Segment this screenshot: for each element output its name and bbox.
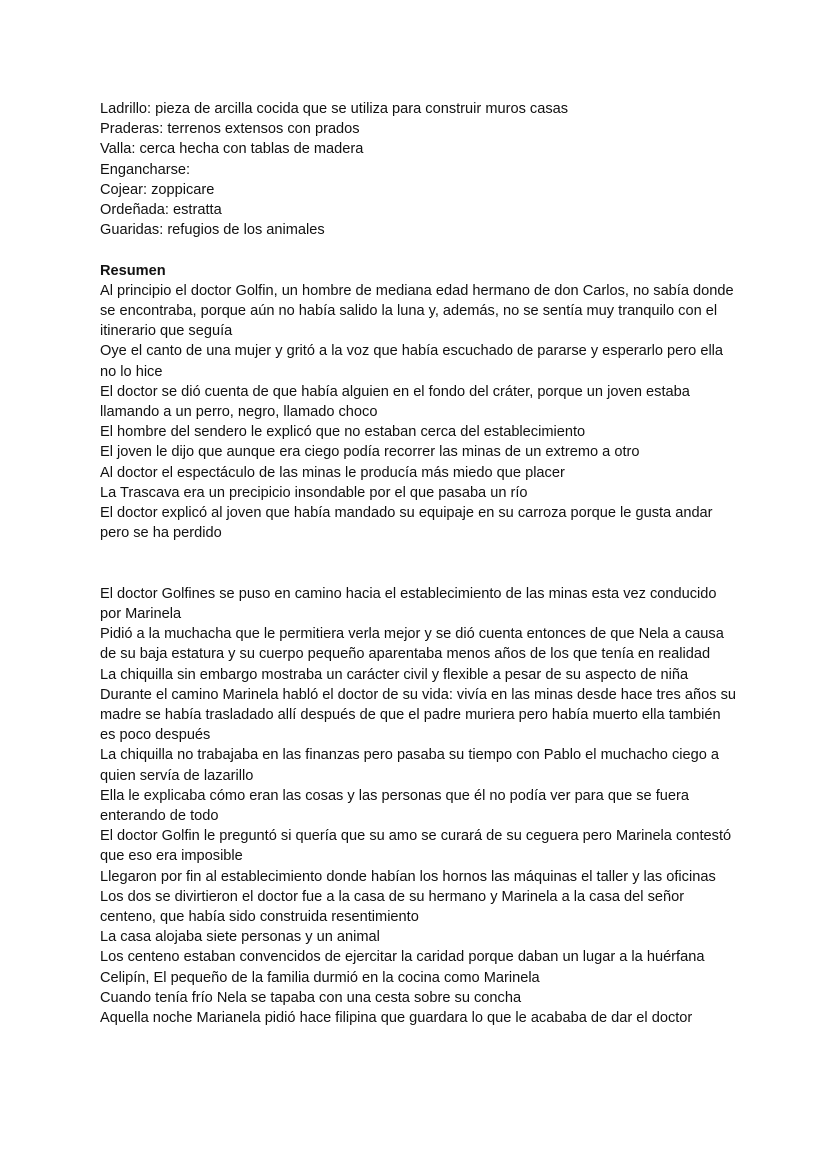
summary-heading: Resumen	[100, 262, 166, 279]
summary-paragraph: Oye el canto de una mujer y gritó a la voz que había escuchado de pararse y esperarlo pero ella no lo hice	[100, 343, 724, 380]
summary-paragraph: Pidió a la muchacha que le permitiera verla mejor y se dió cuenta entonces de que Nela a causa de su baja estatura y su cuerpo pequeño aparentaba menos años de los que tenía en realidad	[100, 626, 724, 663]
summary-paragraph: El joven le dijo que aunque era ciego podía recorrer las minas de un extremo a otro	[100, 444, 640, 461]
summary-paragraph: La chiquilla no trabajaba en las finanzas pero pasaba su tiempo con Pablo el muchacho ciego a quien servía de lazarillo	[100, 747, 720, 784]
summary-paragraph: El doctor se dió cuenta de que había alguien en el fondo del cráter, porque un joven estaba llamando a un perro, negro, llamado choco	[100, 383, 690, 421]
summary-paragraph: Ella le explicaba cómo eran las cosas y las personas que él no podía ver para que se fuera enterando de todo	[100, 787, 689, 825]
summary-paragraph: El doctor Golfines se puso en camino hacia el establecimiento de las minas esta vez conducido por Marinela	[100, 585, 717, 623]
summary-paragraph: Aquella noche Marianela pidió hace filipina que guardara lo que le acababa de dar el doctor	[100, 1010, 693, 1027]
summary-paragraph: Durante el camino Marinela habló el doctor de su vida: vivía en las minas desde hace tres años su madre se había trasladado allí después de que el padre muriera pero había muerto ella también es poco después	[100, 686, 736, 744]
summary-paragraph: El hombre del sendero le explicó que no estaban cerca del establecimiento	[100, 424, 586, 441]
blank-line	[100, 240, 740, 260]
summary-part-2	[100, 584, 740, 1028]
summary-paragraph: La chiquilla sin embargo mostraba un carácter civil y flexible a pesar de su aspecto de niña	[100, 666, 689, 683]
summary-paragraph: Al principio el doctor Golfin, un hombre de mediana edad hermano de don Carlos, no sabía donde se encontraba, porque aún no había salido la luna y, además, no se sentía muy tranquilo con el itinerario que seguía	[100, 282, 734, 340]
glossary-item: Praderas: terrenos extensos con prados	[100, 121, 360, 138]
summary-paragraph: Llegaron por fin al establecimiento donde habían los hornos las máquinas el taller y las oficinas	[100, 868, 716, 885]
glossary-item: Engancharse:	[100, 161, 191, 178]
summary-paragraph: El doctor Golfin le preguntó si quería que su amo se curará de su ceguera pero Marinela contestó que eso era imposible	[100, 828, 732, 865]
summary-paragraph: La casa alojaba siete personas y un animal	[100, 929, 380, 946]
summary-paragraph: Los dos se divirtieron el doctor fue a la casa de su hermano y Marinela a la casa del señor centeno, que había sido construida resentimiento	[100, 888, 685, 926]
document-page	[100, 99, 740, 1028]
glossary-item: Guaridas: refugios de los animales	[100, 222, 325, 239]
glossary-item: Ordeñada: estratta	[100, 202, 222, 219]
summary-paragraph: Al doctor el espectáculo de las minas le producía más miedo que placer	[100, 464, 565, 481]
summary-paragraph: El doctor explicó al joven que había mandado su equipaje en su carroza porque le gusta andar pero se ha perdido	[100, 505, 713, 542]
blank-line	[100, 543, 740, 563]
blank-line	[100, 564, 740, 584]
glossary-item: Cojear: zoppicare	[100, 181, 215, 198]
glossary-item: Valla: cerca hecha con tablas de madera	[100, 141, 364, 158]
summary-paragraph: La Trascava era un precipicio insondable por el que pasaba un río	[100, 484, 528, 501]
summary-paragraph: Los centeno estaban convencidos de ejercitar la caridad porque daban un lugar a la huérfana	[100, 949, 705, 966]
summary-part-1	[100, 281, 740, 544]
summary-paragraph: Cuando tenía frío Nela se tapaba con una cesta sobre su concha	[100, 989, 522, 1006]
glossary-item: Ladrillo: pieza de arcilla cocida que se utiliza para construir muros casas	[100, 101, 569, 117]
summary-paragraph: Celipín, El pequeño de la familia durmió en la cocina como Marinela	[100, 969, 540, 986]
glossary-list	[100, 99, 740, 240]
